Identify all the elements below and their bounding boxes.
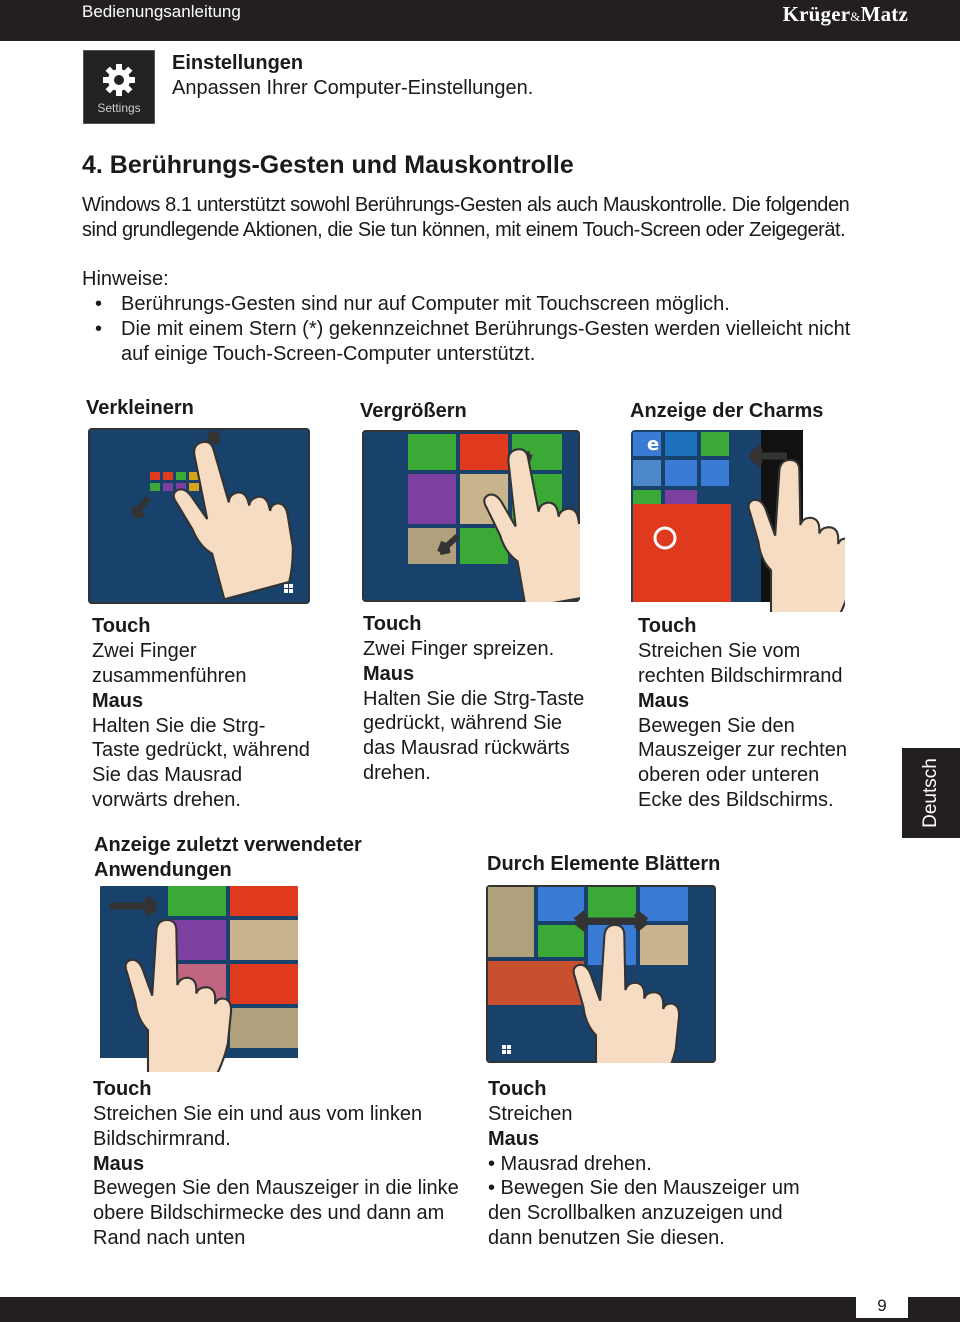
enlarge-title: Vergrößern bbox=[360, 400, 467, 422]
scroll-touch-label: Touch bbox=[488, 1078, 547, 1100]
manual-label: Bedienungsanleitung bbox=[82, 2, 241, 21]
scroll-mouse-line-2: • Bewegen Sie den Mauszeiger um bbox=[488, 1177, 800, 1199]
settings-tile bbox=[83, 50, 155, 124]
intro-line-2: sind grundlegende Aktionen, die Sie tun können, mit einem Touch-Screen oder Zeigegerät. bbox=[82, 219, 846, 241]
shrink-mouse-label: Maus bbox=[92, 690, 144, 712]
charms-mouse-line-1: Bewegen Sie den bbox=[638, 715, 795, 737]
enlarge-mouse-line-3: das Mausrad rückwärts bbox=[363, 737, 570, 759]
scroll-illustration bbox=[486, 885, 716, 1063]
charms-touch-label: Touch bbox=[638, 615, 697, 637]
language-tab bbox=[902, 748, 960, 838]
shrink-mouse-line-1: Halten Sie die Strg- bbox=[92, 715, 266, 737]
shrink-mouse-line-4: vorwärts drehen. bbox=[92, 789, 241, 811]
scroll-touch-line-1: Streichen bbox=[488, 1103, 573, 1125]
scroll-mouse-line-4: dann benutzen Sie diesen. bbox=[488, 1227, 725, 1249]
settings-desc: Anpassen Ihrer Computer-Einstellungen. bbox=[172, 77, 534, 99]
header-bar bbox=[0, 0, 960, 41]
enlarge-illustration bbox=[362, 430, 580, 602]
bullet-2: • bbox=[95, 318, 103, 340]
enlarge-mouse-line-4: drehen. bbox=[363, 762, 431, 784]
brand-logo: Krüger&Matz bbox=[782, 2, 908, 26]
charms-mouse-line-4: Ecke des Bildschirms. bbox=[638, 789, 834, 811]
page-number: 9 bbox=[856, 1293, 908, 1318]
scroll-mouse-line-1: • Mausrad drehen. bbox=[488, 1153, 652, 1175]
note-2-line-1: Die mit einem Stern (*) gekennzeichnet Berührungs-Gesten werden vielleicht nicht bbox=[121, 318, 851, 340]
recent-title-line-1: Anzeige zuletzt verwendeter bbox=[94, 834, 362, 856]
shrink-mouse-line-2: Taste gedrückt, während bbox=[92, 739, 310, 761]
enlarge-mouse-label: Maus bbox=[363, 663, 415, 685]
shrink-title: Verkleinern bbox=[86, 397, 194, 419]
shrink-touch-line-2: zusammenführen bbox=[92, 665, 247, 687]
recent-mouse-line-3: Rand nach unten bbox=[93, 1227, 246, 1249]
settings-caption: Settings bbox=[97, 101, 141, 115]
scroll-mouse-label: Maus bbox=[488, 1128, 540, 1150]
shrink-touch-line-1: Zwei Finger bbox=[92, 640, 197, 662]
recent-mouse-line-2: obere Bildschirmecke des und dann am bbox=[93, 1202, 445, 1224]
note-1: Berührungs-Gesten sind nur auf Computer mit Touchscreen möglich. bbox=[121, 293, 730, 315]
recent-illustration bbox=[98, 886, 300, 1072]
enlarge-mouse-line-1: Halten Sie die Strg-Taste bbox=[363, 688, 585, 710]
enlarge-touch-label: Touch bbox=[363, 613, 422, 635]
recent-mouse-label: Maus bbox=[93, 1153, 145, 1175]
recent-mouse-line-1: Bewegen Sie den Mauszeiger in die linke bbox=[93, 1177, 459, 1199]
charms-mouse-label: Maus bbox=[638, 690, 690, 712]
svg-text:e: e bbox=[647, 434, 660, 455]
scroll-mouse-line-3: den Scrollbalken anzuzeigen und bbox=[488, 1202, 783, 1224]
charms-mouse-line-2: Mauszeiger zur rechten bbox=[638, 739, 847, 761]
language-label: Deutsch bbox=[920, 758, 941, 828]
enlarge-mouse-line-2: gedrückt, während Sie bbox=[363, 712, 563, 734]
intro-line-1: Windows 8.1 unterstützt sowohl Berührungs-Gesten als auch Mauskontrolle. Die folgenden bbox=[82, 194, 850, 216]
scroll-title: Durch Elemente Blättern bbox=[487, 853, 721, 875]
note-2-line-2: auf einige Touch-Screen-Computer unterstützt. bbox=[121, 343, 536, 365]
enlarge-touch-line-1: Zwei Finger spreizen. bbox=[363, 638, 555, 660]
recent-title-line-2: Anwendungen bbox=[94, 859, 232, 881]
charms-illustration bbox=[631, 430, 845, 612]
recent-touch-label: Touch bbox=[93, 1078, 152, 1100]
shrink-illustration bbox=[88, 428, 310, 604]
shrink-mouse-line-3: Sie das Mausrad bbox=[92, 764, 243, 786]
settings-title: Einstellungen bbox=[172, 52, 304, 74]
notes-label: Hinweise: bbox=[82, 268, 169, 290]
bullet-1: • bbox=[95, 293, 103, 315]
charms-title: Anzeige der Charms bbox=[630, 400, 824, 422]
recent-touch-line-2: Bildschirmrand. bbox=[93, 1128, 231, 1150]
charms-touch-line-1: Streichen Sie vom bbox=[638, 640, 801, 662]
charms-touch-line-2: rechten Bildschirmrand bbox=[638, 665, 843, 687]
footer-bar bbox=[0, 1297, 960, 1322]
shrink-touch-label: Touch bbox=[92, 615, 151, 637]
section-heading: 4. Berührungs-Gesten und Mauskontrolle bbox=[82, 151, 574, 179]
recent-touch-line-1: Streichen Sie ein und aus vom linken bbox=[93, 1103, 423, 1125]
charms-mouse-line-3: oberen oder unteren bbox=[638, 764, 820, 786]
